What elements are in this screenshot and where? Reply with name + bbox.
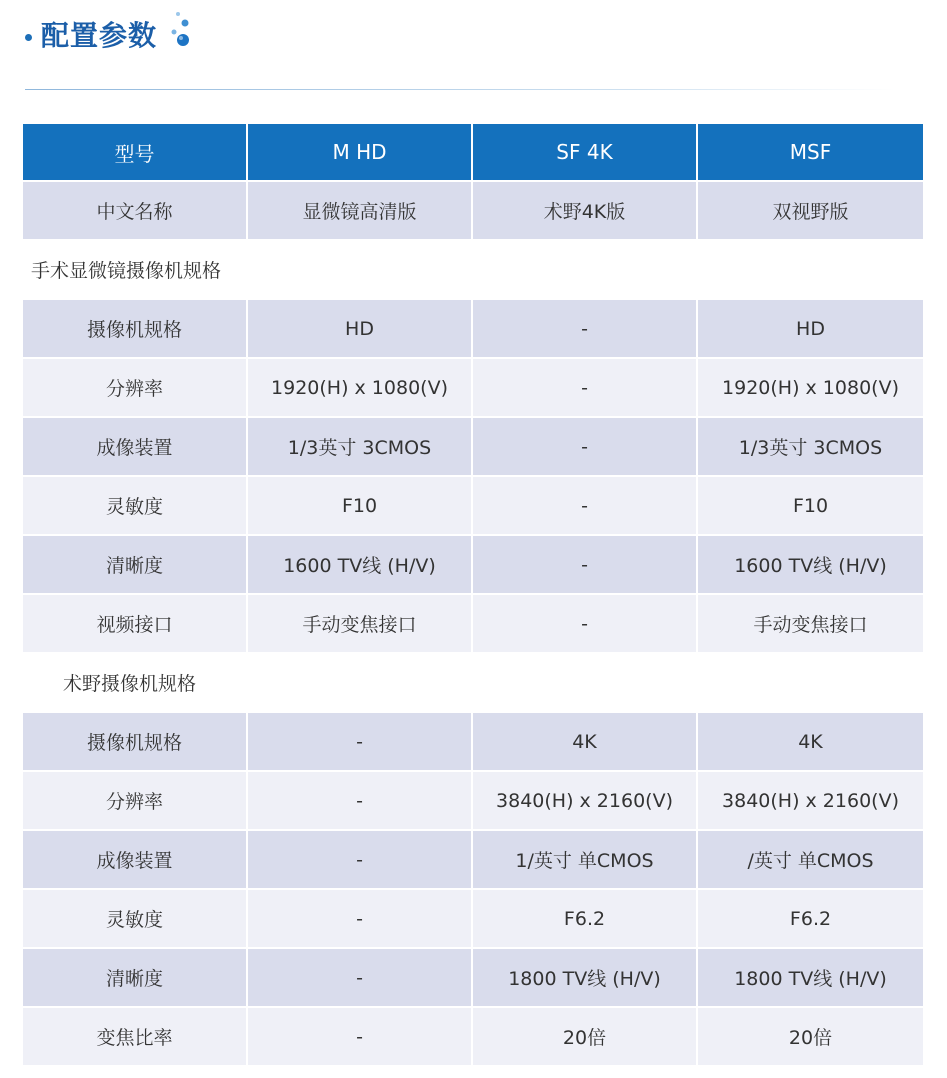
table-row — [23, 831, 923, 890]
row-label: 视频接口 — [23, 595, 248, 654]
row-label: 清晰度 — [23, 536, 248, 595]
table-cell: 20倍 — [473, 1008, 698, 1067]
table-row — [23, 477, 923, 536]
table-cell: 双视野版 — [698, 182, 923, 241]
table-cell: - — [473, 595, 698, 654]
table-cell: - — [473, 536, 698, 595]
table-row — [23, 1008, 923, 1067]
header-cell: 型号 — [23, 124, 248, 182]
section-title: 手术显微镜摄像机规格 — [23, 241, 923, 300]
table-cell: - — [248, 772, 473, 831]
row-label: 灵敏度 — [23, 890, 248, 949]
table-cell: 1800 TV线 (H/V) — [698, 949, 923, 1008]
table-row — [23, 890, 923, 949]
header-cell: M HD — [248, 124, 473, 182]
table-cell: 1800 TV线 (H/V) — [473, 949, 698, 1008]
page-title: 配置参数 — [41, 19, 158, 52]
table-cell: - — [248, 1008, 473, 1067]
row-label: 中文名称 — [23, 182, 248, 241]
table-row — [23, 300, 923, 359]
table-cell: 20倍 — [698, 1008, 923, 1067]
table-cell: F6.2 — [473, 890, 698, 949]
table-cell: 1920(H) x 1080(V) — [248, 359, 473, 418]
row-label: 变焦比率 — [23, 1008, 248, 1067]
table-cell: HD — [248, 300, 473, 359]
table-row — [23, 713, 923, 772]
table-cell: HD — [698, 300, 923, 359]
table-cell: 术野4K版 — [473, 182, 698, 241]
row-label: 分辨率 — [23, 772, 248, 831]
table-cell: 1/3英寸 3CMOS — [698, 418, 923, 477]
table-cell: - — [473, 477, 698, 536]
table-row — [23, 182, 923, 241]
bubbles-icon — [168, 10, 198, 50]
table-cell: 3840(H) x 2160(V) — [473, 772, 698, 831]
table-cell: 1/英寸 单CMOS — [473, 831, 698, 890]
spec-table — [23, 124, 923, 1067]
table-cell: 显微镜高清版 — [248, 182, 473, 241]
table-cell: F10 — [248, 477, 473, 536]
bullet-icon — [25, 34, 32, 41]
table-row — [23, 536, 923, 595]
table-cell: 3840(H) x 2160(V) — [698, 772, 923, 831]
section-title-row — [23, 241, 923, 300]
row-label: 灵敏度 — [23, 477, 248, 536]
row-label: 清晰度 — [23, 949, 248, 1008]
row-label: 分辨率 — [23, 359, 248, 418]
table-cell: 1600 TV线 (H/V) — [698, 536, 923, 595]
table-cell: 1600 TV线 (H/V) — [248, 536, 473, 595]
table-cell: - — [248, 831, 473, 890]
table-cell: 4K — [698, 713, 923, 772]
section-header — [0, 0, 947, 92]
table-row — [23, 418, 923, 477]
table-cell: F6.2 — [698, 890, 923, 949]
title-divider — [25, 89, 895, 90]
section-title-row — [23, 654, 923, 713]
table-cell: - — [473, 359, 698, 418]
row-label: 成像装置 — [23, 418, 248, 477]
table-cell: 手动变焦接口 — [698, 595, 923, 654]
row-label: 摄像机规格 — [23, 713, 248, 772]
table-cell: 手动变焦接口 — [248, 595, 473, 654]
table-cell: - — [248, 949, 473, 1008]
table-cell: - — [248, 713, 473, 772]
table-row — [23, 772, 923, 831]
table-cell: - — [473, 418, 698, 477]
table-cell: 1920(H) x 1080(V) — [698, 359, 923, 418]
table-cell: - — [473, 300, 698, 359]
table-cell: 1/3英寸 3CMOS — [248, 418, 473, 477]
row-label: 摄像机规格 — [23, 300, 248, 359]
table-cell: - — [248, 890, 473, 949]
table-cell: 4K — [473, 713, 698, 772]
table-cell: /英寸 单CMOS — [698, 831, 923, 890]
table-row — [23, 595, 923, 654]
table-cell: F10 — [698, 477, 923, 536]
table-header-row — [23, 124, 923, 182]
table-row — [23, 949, 923, 1008]
row-label: 成像装置 — [23, 831, 248, 890]
section-title: 术野摄像机规格 — [23, 654, 923, 713]
header-cell: SF 4K — [473, 124, 698, 182]
table-row — [23, 359, 923, 418]
header-cell: MSF — [698, 124, 923, 182]
